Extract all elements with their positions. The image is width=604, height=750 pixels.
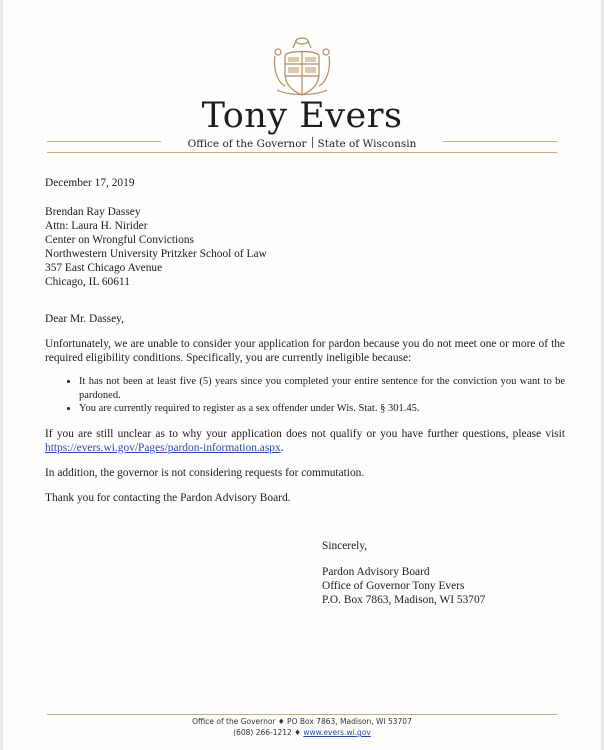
salutation: Dear Mr. Dassey, bbox=[45, 313, 124, 325]
closing: Sincerely, bbox=[322, 539, 368, 552]
unclear-end: . bbox=[280, 441, 284, 454]
signature-block bbox=[322, 539, 565, 607]
footer-phone: (608) 266-1212 ♦ bbox=[233, 728, 301, 737]
recipient-address bbox=[45, 205, 565, 289]
signature-line: Pardon Advisory Board bbox=[322, 565, 430, 578]
divider bbox=[312, 137, 313, 148]
address-line: Northwestern University Pritzker School of Law bbox=[45, 248, 267, 260]
commutation-paragraph: In addition, the governor is not considering requests for commutation. bbox=[45, 466, 365, 479]
wisconsin-seal-icon bbox=[271, 34, 333, 98]
footer-website-link[interactable]: www.evers.wi.gov bbox=[303, 728, 371, 737]
footer-address: Office of the Governor ♦ PO Box 7863, Madison, WI 53707 bbox=[192, 717, 412, 726]
state-label: State of Wisconsin bbox=[317, 138, 417, 150]
unclear-paragraph bbox=[45, 427, 565, 455]
letter-date: December 17, 2019 bbox=[45, 177, 135, 189]
letter-body bbox=[45, 176, 565, 607]
header-rule bbox=[47, 152, 557, 153]
letter-page bbox=[3, 0, 601, 750]
pardon-info-link[interactable]: https://evers.wi.gov/Pages/pardon-information.aspx bbox=[45, 441, 281, 454]
address-line: Chicago, IL 60611 bbox=[45, 276, 130, 288]
address-line: 357 East Chicago Avenue bbox=[45, 262, 163, 274]
letterhead-subtitle bbox=[3, 137, 601, 150]
reason-item: • It has not been at least five (5) years since you completed your entire sentence for the conviction you want to be pardoned. bbox=[79, 375, 565, 402]
address-line: Center on Wrongful Convictions bbox=[45, 234, 194, 246]
address-line: Brendan Ray Dassey bbox=[45, 206, 141, 218]
footer-rule bbox=[47, 714, 557, 715]
intro-paragraph: Unfortunately, we are unable to consider your application for pardon because you do not meet one or more of the required eligibility conditions. Specifically, you are currently ineligible because: bbox=[45, 338, 565, 364]
signature-line: P.O. Box 7863, Madison, WI 53707 bbox=[322, 593, 486, 606]
address-line: Attn: Laura H. Nirider bbox=[45, 220, 148, 232]
unclear-text: If you are still unclear as to why your application does not qualify or you have further questions, please visit bbox=[45, 427, 565, 440]
thanks-paragraph: Thank you for contacting the Pardon Advisory Board. bbox=[45, 491, 291, 504]
reason-item: • You are currently required to register as a sex offender under Wis. Stat. § 301.45. bbox=[79, 402, 565, 416]
office-label: Office of the Governor bbox=[187, 138, 307, 150]
reasons-list bbox=[45, 375, 565, 416]
signature-line: Office of Governor Tony Evers bbox=[322, 579, 465, 592]
letterhead-name: Tony Evers bbox=[201, 96, 403, 136]
footer-contact bbox=[3, 728, 601, 737]
